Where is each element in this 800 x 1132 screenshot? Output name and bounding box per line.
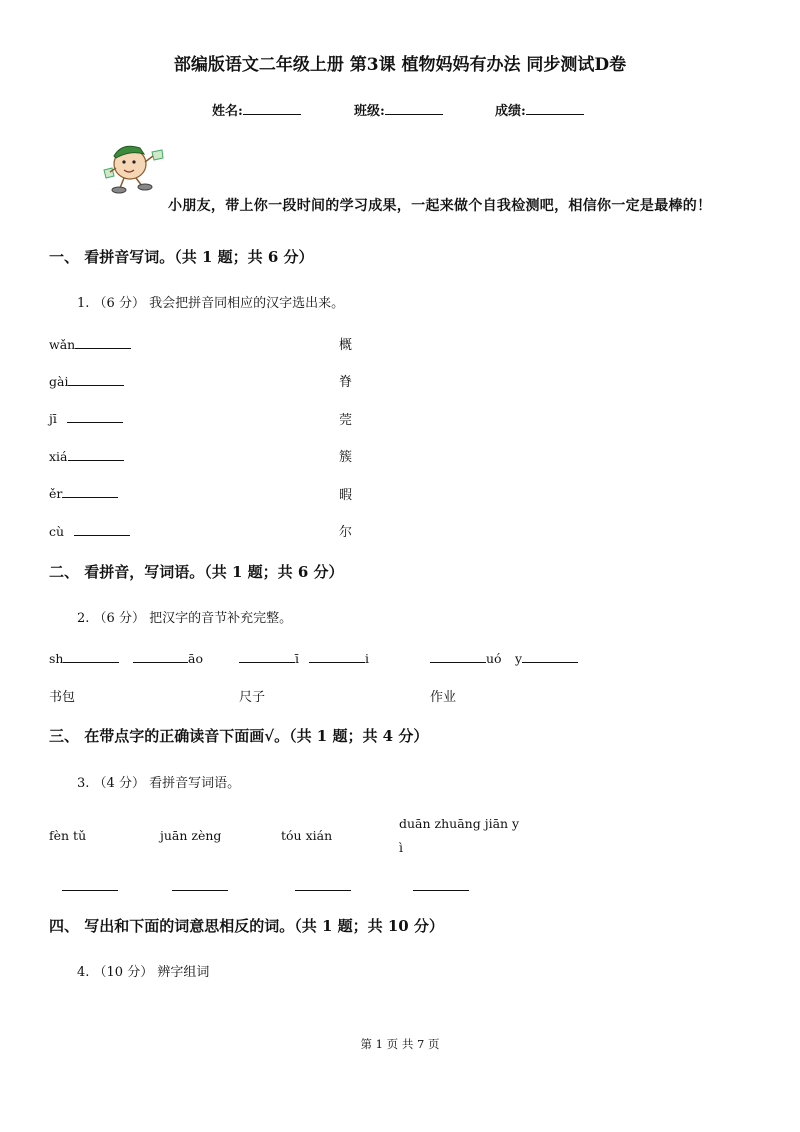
class-blank[interactable]	[385, 114, 443, 115]
q2-syllable-5: uó	[430, 651, 502, 666]
q3-answer-line[interactable]	[295, 890, 351, 891]
question-3-label: 3. （4 分） 看拼音写词语。	[77, 776, 241, 791]
page-title: 部编版语文二年级上册 第3课 植物妈妈有办法 同步测试D卷	[173, 55, 627, 75]
q2-word-3: 作业	[430, 690, 457, 705]
section-2-heading: 二、 看拼音，写词语。（共 1 题；共 6 分）	[49, 563, 344, 581]
q2-word-2: 尺子	[239, 690, 266, 705]
q2-syllable-1: sh	[49, 651, 119, 666]
q1-char-1: 概	[339, 338, 353, 353]
section-4-heading: 四、 写出和下面的词意思相反的词。（共 1 题；共 10 分）	[49, 917, 444, 935]
q1-char-6: 尔	[339, 525, 353, 540]
section-1-heading: 一、 看拼音写词。（共 1 题；共 6 分）	[49, 248, 314, 266]
q2-word-1: 书包	[49, 690, 76, 705]
q2-answer-blank[interactable]	[63, 662, 119, 663]
name-field	[212, 100, 301, 119]
q2-syllable-6: y	[515, 651, 578, 666]
class-field	[354, 100, 443, 119]
q1-pinyin-6: cù	[49, 524, 130, 539]
q3-pinyin-4: duān zhuāng jiān y	[399, 816, 520, 831]
score-label: 成绩:	[495, 104, 526, 119]
q3-pinyin-1: fèn tǔ	[49, 828, 87, 843]
q2-syllable-2: āo	[133, 651, 203, 666]
score-blank[interactable]	[526, 114, 584, 115]
q2-answer-blank[interactable]	[522, 662, 578, 663]
question-2-label: 2. （6 分） 把汉字的音节补充完整。	[77, 611, 293, 626]
q1-char-5: 暇	[339, 488, 353, 503]
question-4-label: 4. （10 分） 辨字组词	[77, 965, 210, 980]
q2-syllable-3: ī	[239, 651, 299, 666]
q1-char-3: 莞	[339, 413, 353, 428]
q1-answer-blank[interactable]	[75, 348, 131, 349]
q2-answer-blank[interactable]	[133, 662, 188, 663]
q1-answer-blank[interactable]	[62, 497, 118, 498]
q1-pinyin-3: jī	[49, 411, 123, 426]
q2-answer-blank[interactable]	[239, 662, 295, 663]
q1-pinyin-2: gài	[49, 374, 124, 389]
score-field	[495, 100, 584, 119]
q1-char-2: 脊	[339, 375, 353, 390]
name-label: 姓名:	[212, 104, 243, 119]
q1-char-4: 簇	[339, 450, 353, 465]
question-1-label: 1. （6 分） 我会把拼音同相应的汉字选出来。	[77, 296, 345, 311]
page-footer: 第 1 页 共 7 页	[360, 1037, 440, 1051]
q3-answer-line[interactable]	[62, 890, 118, 891]
q3-pinyin-3: tóu xián	[281, 828, 333, 843]
q2-syllable-4: i	[309, 651, 369, 666]
q3-answer-line[interactable]	[413, 890, 469, 891]
q3-pinyin-2: juān zèng	[160, 828, 222, 843]
q1-answer-blank[interactable]	[74, 535, 130, 536]
q1-pinyin-1: wǎn	[49, 337, 131, 352]
q1-answer-blank[interactable]	[67, 422, 123, 423]
cartoon-mascot-icon	[100, 140, 166, 198]
name-blank[interactable]	[243, 114, 301, 115]
q2-answer-blank[interactable]	[309, 662, 365, 663]
q1-pinyin-4: xiá	[49, 449, 124, 464]
q3-pinyin-4-cont: ì	[399, 840, 403, 855]
intro-text: 小朋友，带上你一段时间的学习成果，一起来做个自我检测吧，相信你一定是最棒的！	[168, 198, 712, 214]
q3-answer-line[interactable]	[172, 890, 228, 891]
q1-answer-blank[interactable]	[68, 385, 124, 386]
q1-pinyin-5: ěr	[49, 486, 118, 501]
section-3-heading: 三、 在带点字的正确读音下面画√。（共 1 题；共 4 分）	[49, 727, 429, 745]
q1-answer-blank[interactable]	[68, 460, 124, 461]
class-label: 班级:	[354, 104, 385, 119]
q2-answer-blank[interactable]	[430, 662, 486, 663]
